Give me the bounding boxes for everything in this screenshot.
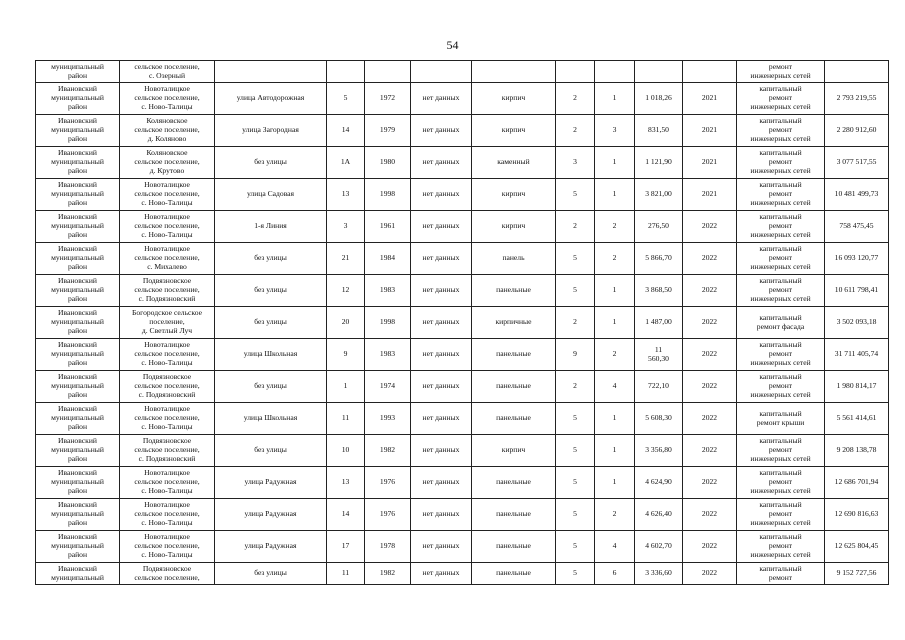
settlement-cell: Коляновское сельское поселение, д. Крутово bbox=[120, 147, 215, 179]
entrances-cell bbox=[595, 61, 635, 83]
build-year-cell: 1976 bbox=[365, 467, 411, 499]
cost-cell: 10 611 798,41 bbox=[825, 275, 889, 307]
data-cell: нет данных bbox=[411, 243, 472, 275]
cost-cell: 31 711 405,74 bbox=[825, 339, 889, 371]
district-cell: Ивановский муниципальный район bbox=[36, 435, 120, 467]
area-cell: 3 356,80 bbox=[635, 435, 683, 467]
house-number-cell: 3 bbox=[327, 211, 365, 243]
data-cell: нет данных bbox=[411, 115, 472, 147]
wall-material-cell bbox=[472, 61, 556, 83]
build-year-cell: 1984 bbox=[365, 243, 411, 275]
table-row bbox=[36, 563, 889, 585]
build-year-cell: 1983 bbox=[365, 339, 411, 371]
data-cell: нет данных bbox=[411, 531, 472, 563]
settlement-cell: Коляновское сельское поселение, д. Коляново bbox=[120, 115, 215, 147]
district-cell: Ивановский муниципальный район bbox=[36, 115, 120, 147]
data-cell: нет данных bbox=[411, 275, 472, 307]
district-cell: Ивановский муниципальный район bbox=[36, 211, 120, 243]
house-number-cell: 10 bbox=[327, 435, 365, 467]
cost-cell: 10 481 499,73 bbox=[825, 179, 889, 211]
work-type-cell: капитальный ремонт инженерных сетей bbox=[737, 275, 825, 307]
table-row bbox=[36, 115, 889, 147]
house-number-cell: 1 bbox=[327, 371, 365, 403]
entrances-cell: 3 bbox=[595, 115, 635, 147]
street-cell bbox=[215, 61, 327, 83]
work-type-cell: капитальный ремонт инженерных сетей bbox=[737, 371, 825, 403]
settlement-cell: Подвязновское сельское поселение, с. Подвязновский bbox=[120, 275, 215, 307]
house-number-cell bbox=[327, 61, 365, 83]
floors-cell: 2 bbox=[556, 371, 595, 403]
house-number-cell: 14 bbox=[327, 499, 365, 531]
build-year-cell: 1974 bbox=[365, 371, 411, 403]
floors-cell: 9 bbox=[556, 339, 595, 371]
build-year-cell: 1998 bbox=[365, 307, 411, 339]
table-row bbox=[36, 531, 889, 563]
table-row bbox=[36, 179, 889, 211]
area-cell: 1 018,26 bbox=[635, 83, 683, 115]
table-row bbox=[36, 243, 889, 275]
street-cell: без улицы bbox=[215, 371, 327, 403]
build-year-cell: 1976 bbox=[365, 499, 411, 531]
area-cell: 276,50 bbox=[635, 211, 683, 243]
data-cell: нет данных bbox=[411, 435, 472, 467]
floors-cell: 5 bbox=[556, 467, 595, 499]
floors-cell: 5 bbox=[556, 179, 595, 211]
street-cell: без улицы bbox=[215, 307, 327, 339]
district-cell: Ивановский муниципальный район bbox=[36, 467, 120, 499]
entrances-cell: 1 bbox=[595, 435, 635, 467]
street-cell: улица Садовая bbox=[215, 179, 327, 211]
district-cell: Ивановский муниципальный район bbox=[36, 531, 120, 563]
table-row bbox=[36, 307, 889, 339]
street-cell: улица Радужная bbox=[215, 499, 327, 531]
cost-cell bbox=[825, 61, 889, 83]
cost-cell: 3 077 517,55 bbox=[825, 147, 889, 179]
house-number-cell: 20 bbox=[327, 307, 365, 339]
wall-material-cell: панельные bbox=[472, 339, 556, 371]
area-cell: 4 626,40 bbox=[635, 499, 683, 531]
floors-cell: 5 bbox=[556, 403, 595, 435]
data-cell: нет данных bbox=[411, 147, 472, 179]
cost-cell: 2 280 912,60 bbox=[825, 115, 889, 147]
settlement-cell: сельское поселение, с. Озерный bbox=[120, 61, 215, 83]
wall-material-cell: кирпичные bbox=[472, 307, 556, 339]
district-cell: Ивановский муниципальный район bbox=[36, 499, 120, 531]
cost-cell: 12 690 816,63 bbox=[825, 499, 889, 531]
house-number-cell: 13 bbox=[327, 467, 365, 499]
wall-material-cell: панельные bbox=[472, 531, 556, 563]
repair-year-cell: 2021 bbox=[683, 83, 737, 115]
area-cell: 1 487,00 bbox=[635, 307, 683, 339]
wall-material-cell: кирпич bbox=[472, 83, 556, 115]
work-type-cell: капитальный ремонт инженерных сетей bbox=[737, 179, 825, 211]
repair-year-cell bbox=[683, 61, 737, 83]
settlement-cell: Новоталицкое сельское поселение, с. Ново-Талицы bbox=[120, 211, 215, 243]
build-year-cell: 1982 bbox=[365, 435, 411, 467]
district-cell: Ивановский муниципальный район bbox=[36, 83, 120, 115]
data-cell: нет данных bbox=[411, 467, 472, 499]
build-year-cell: 1961 bbox=[365, 211, 411, 243]
repair-year-cell: 2022 bbox=[683, 307, 737, 339]
street-cell: без улицы bbox=[215, 435, 327, 467]
cost-cell: 16 093 120,77 bbox=[825, 243, 889, 275]
table-row bbox=[36, 467, 889, 499]
repair-year-cell: 2022 bbox=[683, 467, 737, 499]
district-cell: Ивановский муниципальный район bbox=[36, 371, 120, 403]
work-type-cell: ремонт инженерных сетей bbox=[737, 61, 825, 83]
wall-material-cell: кирпич bbox=[472, 435, 556, 467]
cost-cell: 758 475,45 bbox=[825, 211, 889, 243]
entrances-cell: 6 bbox=[595, 563, 635, 585]
floors-cell: 2 bbox=[556, 307, 595, 339]
table-body bbox=[36, 61, 889, 585]
page-number: 54 bbox=[446, 38, 459, 52]
cost-cell: 2 793 219,55 bbox=[825, 83, 889, 115]
repair-year-cell: 2022 bbox=[683, 339, 737, 371]
floors-cell: 5 bbox=[556, 563, 595, 585]
district-cell: Ивановский муниципальный район bbox=[36, 339, 120, 371]
table-row bbox=[36, 435, 889, 467]
data-cell: нет данных bbox=[411, 339, 472, 371]
table-row bbox=[36, 211, 889, 243]
district-cell: Ивановский муниципальный район bbox=[36, 243, 120, 275]
street-cell: улица Автодорожная bbox=[215, 83, 327, 115]
area-cell: 4 624,90 bbox=[635, 467, 683, 499]
cost-cell: 9 208 138,78 bbox=[825, 435, 889, 467]
wall-material-cell: кирпич bbox=[472, 115, 556, 147]
repair-year-cell: 2022 bbox=[683, 435, 737, 467]
entrances-cell: 2 bbox=[595, 339, 635, 371]
data-cell: нет данных bbox=[411, 211, 472, 243]
table-row bbox=[36, 403, 889, 435]
wall-material-cell: панельные bbox=[472, 275, 556, 307]
work-type-cell: капитальный ремонт инженерных сетей bbox=[737, 243, 825, 275]
floors-cell: 2 bbox=[556, 211, 595, 243]
table-row bbox=[36, 499, 889, 531]
area-cell: 3 821,00 bbox=[635, 179, 683, 211]
entrances-cell: 2 bbox=[595, 243, 635, 275]
settlement-cell: Новоталицкое сельское поселение, с. Ново-Талицы bbox=[120, 339, 215, 371]
settlement-cell: Новоталицкое сельское поселение, с. Ново-Талицы bbox=[120, 467, 215, 499]
cost-cell: 12 686 701,94 bbox=[825, 467, 889, 499]
floors-cell: 2 bbox=[556, 83, 595, 115]
district-cell: Ивановский муниципальный район bbox=[36, 403, 120, 435]
table-row bbox=[36, 339, 889, 371]
repair-year-cell: 2022 bbox=[683, 563, 737, 585]
house-number-cell: 5 bbox=[327, 83, 365, 115]
area-cell: 5 866,70 bbox=[635, 243, 683, 275]
entrances-cell: 1 bbox=[595, 307, 635, 339]
build-year-cell: 1998 bbox=[365, 179, 411, 211]
settlement-cell: Подвязновское сельское поселение, с. Подвязновский bbox=[120, 435, 215, 467]
area-cell bbox=[635, 61, 683, 83]
entrances-cell: 2 bbox=[595, 499, 635, 531]
cost-cell: 5 561 414,61 bbox=[825, 403, 889, 435]
entrances-cell: 1 bbox=[595, 83, 635, 115]
entrances-cell: 4 bbox=[595, 531, 635, 563]
street-cell: без улицы bbox=[215, 243, 327, 275]
repair-year-cell: 2021 bbox=[683, 115, 737, 147]
data-cell: нет данных bbox=[411, 563, 472, 585]
data-cell bbox=[411, 61, 472, 83]
house-number-cell: 13 bbox=[327, 179, 365, 211]
repair-year-cell: 2022 bbox=[683, 499, 737, 531]
area-cell: 11 560,30 bbox=[635, 339, 683, 371]
area-cell: 4 602,70 bbox=[635, 531, 683, 563]
settlement-cell: Новоталицкое сельское поселение, с. Ново-Талицы bbox=[120, 499, 215, 531]
settlement-cell: Новоталицкое сельское поселение, с. Ново-Талицы bbox=[120, 403, 215, 435]
wall-material-cell: панельные bbox=[472, 499, 556, 531]
street-cell: улица Радужная bbox=[215, 531, 327, 563]
repair-year-cell: 2022 bbox=[683, 243, 737, 275]
entrances-cell: 2 bbox=[595, 211, 635, 243]
entrances-cell: 1 bbox=[595, 147, 635, 179]
district-cell: Ивановский муниципальный район bbox=[36, 307, 120, 339]
entrances-cell: 1 bbox=[595, 467, 635, 499]
house-number-cell: 17 bbox=[327, 531, 365, 563]
build-year-cell: 1983 bbox=[365, 275, 411, 307]
repair-year-cell: 2021 bbox=[683, 179, 737, 211]
repair-year-cell: 2022 bbox=[683, 211, 737, 243]
house-number-cell: 11 bbox=[327, 403, 365, 435]
repair-year-cell: 2022 bbox=[683, 371, 737, 403]
repair-year-cell: 2022 bbox=[683, 403, 737, 435]
repair-year-cell: 2022 bbox=[683, 531, 737, 563]
house-number-cell: 14 bbox=[327, 115, 365, 147]
district-cell: Ивановский муниципальный район bbox=[36, 275, 120, 307]
wall-material-cell: панельные bbox=[472, 403, 556, 435]
floors-cell: 5 bbox=[556, 275, 595, 307]
street-cell: 1-я Линия bbox=[215, 211, 327, 243]
street-cell: без улицы bbox=[215, 563, 327, 585]
street-cell: улица Загородная bbox=[215, 115, 327, 147]
street-cell: улица Школьная bbox=[215, 339, 327, 371]
data-cell: нет данных bbox=[411, 499, 472, 531]
work-type-cell: капитальный ремонт инженерных сетей bbox=[737, 339, 825, 371]
work-type-cell: капитальный ремонт инженерных сетей bbox=[737, 467, 825, 499]
data-cell: нет данных bbox=[411, 307, 472, 339]
housing-repair-table bbox=[35, 60, 889, 585]
district-cell: Ивановский муниципальный район bbox=[36, 179, 120, 211]
street-cell: улица Школьная bbox=[215, 403, 327, 435]
street-cell: улица Радужная bbox=[215, 467, 327, 499]
wall-material-cell: панельные bbox=[472, 467, 556, 499]
build-year-cell bbox=[365, 61, 411, 83]
entrances-cell: 1 bbox=[595, 275, 635, 307]
area-cell: 3 868,50 bbox=[635, 275, 683, 307]
house-number-cell: 1А bbox=[327, 147, 365, 179]
data-cell: нет данных bbox=[411, 371, 472, 403]
floors-cell: 5 bbox=[556, 243, 595, 275]
work-type-cell: капитальный ремонт крыши bbox=[737, 403, 825, 435]
repair-year-cell: 2022 bbox=[683, 275, 737, 307]
floors-cell: 3 bbox=[556, 147, 595, 179]
area-cell: 1 121,90 bbox=[635, 147, 683, 179]
entrances-cell: 1 bbox=[595, 403, 635, 435]
district-cell: муниципальный район bbox=[36, 61, 120, 83]
work-type-cell: капитальный ремонт инженерных сетей bbox=[737, 211, 825, 243]
settlement-cell: Подвязновское сельское поселение, с. Подвязновский bbox=[120, 371, 215, 403]
floors-cell: 5 bbox=[556, 435, 595, 467]
table-row bbox=[36, 371, 889, 403]
settlement-cell: Новоталицкое сельское поселение, с. Ново-Талицы bbox=[120, 179, 215, 211]
work-type-cell: капитальный ремонт инженерных сетей bbox=[737, 499, 825, 531]
settlement-cell: Новоталицкое сельское поселение, с. Ново-Талицы bbox=[120, 531, 215, 563]
data-cell: нет данных bbox=[411, 403, 472, 435]
work-type-cell: капитальный ремонт инженерных сетей bbox=[737, 115, 825, 147]
work-type-cell: капитальный ремонт bbox=[737, 563, 825, 585]
wall-material-cell: панельные bbox=[472, 371, 556, 403]
street-cell: без улицы bbox=[215, 147, 327, 179]
table-row bbox=[36, 61, 889, 83]
table-row bbox=[36, 147, 889, 179]
house-number-cell: 11 bbox=[327, 563, 365, 585]
floors-cell: 5 bbox=[556, 499, 595, 531]
data-cell: нет данных bbox=[411, 179, 472, 211]
cost-cell: 3 502 093,18 bbox=[825, 307, 889, 339]
build-year-cell: 1980 bbox=[365, 147, 411, 179]
area-cell: 831,50 bbox=[635, 115, 683, 147]
entrances-cell: 4 bbox=[595, 371, 635, 403]
floors-cell bbox=[556, 61, 595, 83]
wall-material-cell: панельные bbox=[472, 563, 556, 585]
cost-cell: 1 980 814,17 bbox=[825, 371, 889, 403]
house-number-cell: 9 bbox=[327, 339, 365, 371]
district-cell: Ивановский муниципальный bbox=[36, 563, 120, 585]
repair-year-cell: 2021 bbox=[683, 147, 737, 179]
settlement-cell: Богородское сельское поселение, д. Светлый Луч bbox=[120, 307, 215, 339]
floors-cell: 5 bbox=[556, 531, 595, 563]
street-cell: без улицы bbox=[215, 275, 327, 307]
data-cell: нет данных bbox=[411, 83, 472, 115]
wall-material-cell: каменный bbox=[472, 147, 556, 179]
table-row bbox=[36, 275, 889, 307]
settlement-cell: Новоталицкое сельское поселение, с. Ново-Талицы bbox=[120, 83, 215, 115]
work-type-cell: капитальный ремонт инженерных сетей bbox=[737, 435, 825, 467]
wall-material-cell: панель bbox=[472, 243, 556, 275]
wall-material-cell: кирпич bbox=[472, 179, 556, 211]
area-cell: 722,10 bbox=[635, 371, 683, 403]
build-year-cell: 1978 bbox=[365, 531, 411, 563]
wall-material-cell: кирпич bbox=[472, 211, 556, 243]
work-type-cell: капитальный ремонт инженерных сетей bbox=[737, 83, 825, 115]
area-cell: 5 608,30 bbox=[635, 403, 683, 435]
floors-cell: 2 bbox=[556, 115, 595, 147]
cost-cell: 12 625 804,45 bbox=[825, 531, 889, 563]
settlement-cell: Новоталицкое сельское поселение, с. Михалево bbox=[120, 243, 215, 275]
work-type-cell: капитальный ремонт фасада bbox=[737, 307, 825, 339]
table-row bbox=[36, 83, 889, 115]
house-number-cell: 21 bbox=[327, 243, 365, 275]
entrances-cell: 1 bbox=[595, 179, 635, 211]
settlement-cell: Подвязновское сельское поселение, bbox=[120, 563, 215, 585]
build-year-cell: 1993 bbox=[365, 403, 411, 435]
area-cell: 3 336,60 bbox=[635, 563, 683, 585]
house-number-cell: 12 bbox=[327, 275, 365, 307]
build-year-cell: 1972 bbox=[365, 83, 411, 115]
work-type-cell: капитальный ремонт инженерных сетей bbox=[737, 531, 825, 563]
build-year-cell: 1979 bbox=[365, 115, 411, 147]
cost-cell: 9 152 727,56 bbox=[825, 563, 889, 585]
build-year-cell: 1982 bbox=[365, 563, 411, 585]
work-type-cell: капитальный ремонт инженерных сетей bbox=[737, 147, 825, 179]
district-cell: Ивановский муниципальный район bbox=[36, 147, 120, 179]
